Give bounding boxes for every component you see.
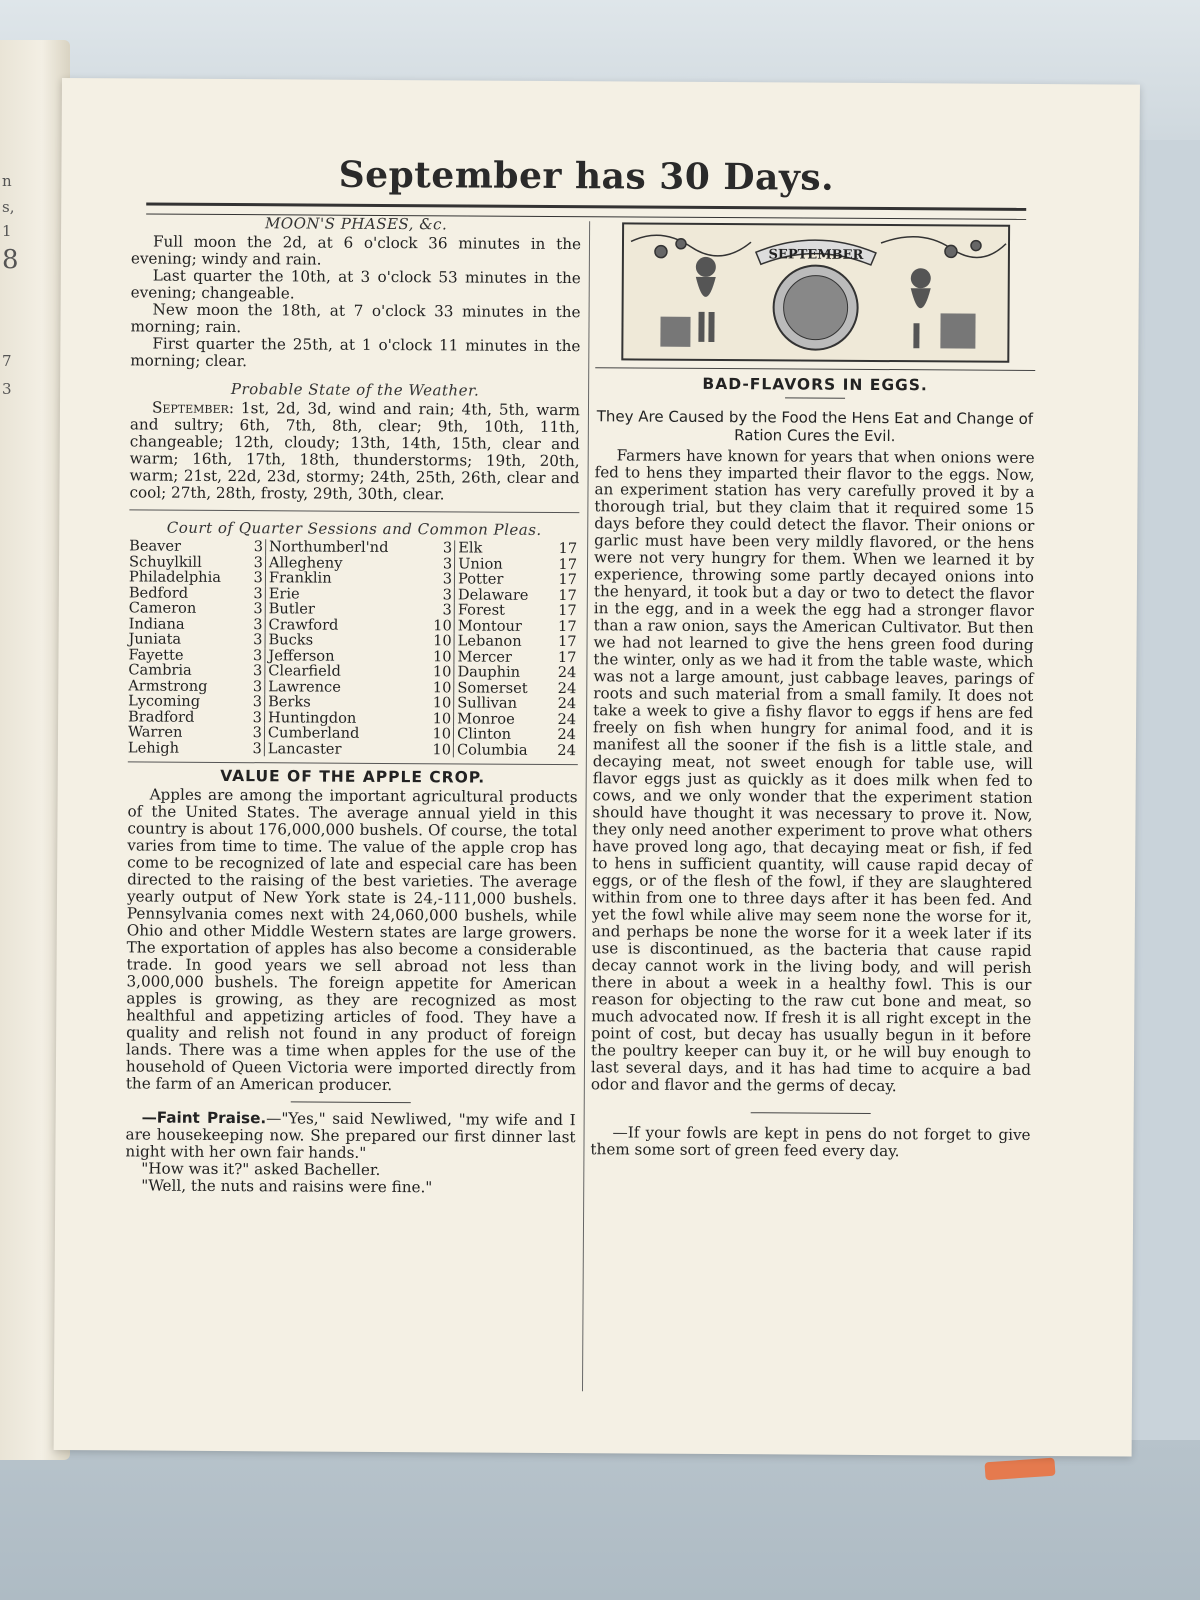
- article-separator: [751, 1112, 871, 1114]
- article-separator: [291, 1101, 411, 1103]
- court-day: 3: [252, 662, 263, 680]
- county-name: Dauphin: [454, 664, 551, 680]
- court-day: 3: [252, 739, 262, 757]
- moon-phase-entry: Full moon the 2d, at 6 o'clock 36 minutes in the evening; windy and rain.: [130, 232, 582, 269]
- county-name: Warren: [127, 723, 183, 741]
- county-name: Clearfield: [265, 663, 427, 679]
- section-rule: [129, 509, 579, 513]
- court-day: 17: [558, 586, 577, 604]
- joke-lead: —Faint Praise.: [141, 1108, 267, 1128]
- court-day: 3: [252, 724, 262, 742]
- county-name: Erie: [265, 586, 427, 602]
- left-page-fragment: s,: [2, 198, 15, 216]
- court-day: 3: [442, 601, 452, 619]
- page-title: September has 30 Days.: [338, 153, 835, 199]
- fruit: [655, 246, 667, 258]
- court-day: 10: [433, 632, 452, 650]
- court-day: 3: [253, 615, 263, 633]
- right-column: [590, 221, 1036, 1161]
- joke-line: —"Yes," said Newliwed, "my wife and I are housekeeping now. She prepared our first dinner last night with her own fair hands.": [125, 1109, 576, 1162]
- county-name: Monroe: [454, 711, 551, 727]
- weather-lead: September:: [151, 398, 235, 418]
- court-day: 10: [432, 663, 452, 681]
- weather-text: 1st, 2d, 3d, wind and rain; 4th, 5th, warm and sultry; 6th, 7th, 8th, clear; 9th, 10th, 11th, changeable; 12th, cloudy; 13th, 14th, 15th, clear and warm; 16th, 17th, 18th, thunderstorms; 19th, 20th, warm; 21st, 22d, 23d, stormy; 24th, 25th, 26th, clear and cool; 27th, 28th, frosty, 29th, 30th, clear.: [129, 399, 581, 504]
- county-name: Juniata: [128, 630, 182, 648]
- court-day: 17: [558, 571, 577, 589]
- court-day: 3: [252, 708, 263, 726]
- county-name: Lancaster: [264, 741, 426, 757]
- county-name: Schuylkill: [128, 552, 202, 571]
- court-day: 10: [432, 678, 452, 696]
- court-day: 10: [433, 616, 452, 634]
- court-day: 3: [253, 569, 263, 587]
- joke-line: "Well, the nuts and raisins were fine.": [141, 1176, 433, 1197]
- county-name: Somerset: [454, 680, 551, 696]
- court-day: 17: [557, 633, 577, 651]
- county-name: Allegheny: [265, 555, 427, 571]
- apple-crop-article: Apples are among the important agricultural products of the United States. The average annual yield in this country is about 176,000,000 bushels. Of course, the total varies from time to time. The value of the apple crop has come to be recognized of late and especial care has been directed to the raising of the best varieties. The average yearly output of New York state is 24,-111,000 bushels. Pennsylvania comes next with 24,060,000 bushels, while Ohio and other Middle Western states are large growers. The exportation of apples has also become a considerable trade. In good years we sell abroad not less than 3,000,000 bushels. The foreign appetite for American apples is growing, as they are recognized as most healthful and appetizing articles of food. They have a quality and relish not found in any product of foreign lands. There was a time when apples for the use of the household of Queen Victoria were imported directly from the farm of an American producer.: [125, 785, 578, 1095]
- county-name: Berks: [265, 694, 427, 710]
- joke-line: "How was it?" asked Bacheller.: [141, 1159, 381, 1179]
- county-name: Lehigh: [127, 738, 180, 757]
- county-name: Delaware: [454, 587, 551, 603]
- weather-heading: Probable State of the Weather.: [230, 380, 480, 400]
- county-name: Mercer: [454, 649, 551, 665]
- county-name: Bradford: [128, 707, 195, 726]
- left-column: [125, 213, 581, 1197]
- court-day: 3: [252, 677, 263, 695]
- court-day: 3: [442, 539, 453, 557]
- court-day: 10: [432, 740, 452, 758]
- county-name: Bucks: [265, 632, 427, 648]
- moon-phases-heading: MOON'S PHASES, &c.: [264, 214, 448, 234]
- eggs-article: Farmers have known for years that when onions were fed to hens they imparted their flavor to the eggs. Now, an experiment station has very carefully proved it by a thorough trial, but they claim that it required some 15 days before they could detect the flavor. Their onions or garlic must have been very mildly flavored, or the hens were not very hungry for them. When we learned it by experience, throwing some partly decayed onions into the henyard, it took but a day or two to detect the flavor in the egg, and in a week the egg had a stronger flavor than a raw onion, says the American Cultivator. But then we had not learned to give the hens green food during the winter, only as we had it from the table waste, which was not a large amount, just cabbage leaves, parings of roots and such material from a small family. It does not take a week to give a fishy flavor to eggs if hens are fed freely on fish when hungry for animal food, and it is manifest all the sooner if the fish is a little stale, and decaying meat, not sweet enough for table use, will flavor eggs just as quickly as it does milk when fed to cows, and we only wonder that the experiment station should have thought it was necessary to prove it. Now, they only need another experiment to prove what others have proved long ago, that decaying meat or fish, if fed to hens in sufficient quantity, will cause rapid decay of eggs, or of the flesh of the fowl, if they are slaughtered within from one to three days after it has been fed. And yet the fowl while alive may seem none the worse for it, and perhaps be none the worse for it a week later if its use is discontinued, as the bacteria that cause rapid decay cannot work in the living body, and will perish there in about a week in a healthy fowl. This is our reason for objecting to the raw cut bone and meat, so much advocated now. If fresh it is all right except in the point of cost, but decay has usually begun in it before the poultry keeper can buy it, or he will buy enough to last several days, and it has had time to acquire a bad odor and flavor and the germs of decay.: [590, 446, 1035, 1096]
- court-day: 17: [558, 617, 577, 635]
- barrel-left: [660, 317, 690, 347]
- county-name: Sullivan: [454, 695, 551, 711]
- almanac-page: [54, 78, 1140, 1457]
- section-rule: [595, 367, 1035, 371]
- apple-crop-heading: VALUE OF THE APPLE CROP.: [220, 766, 486, 787]
- court-day: 3: [253, 553, 264, 571]
- left-page-fragment: 3: [2, 380, 12, 398]
- court-day: 3: [442, 585, 453, 603]
- court-day: 3: [253, 646, 263, 664]
- left-page-fragment: 1: [2, 222, 12, 240]
- fruit: [676, 239, 686, 249]
- eggs-subheading: They Are Caused by the Food the Hens Eat and Change of Ration Cures the Evil.: [596, 407, 1034, 446]
- court-day: 24: [557, 664, 577, 682]
- court-day: 10: [432, 647, 452, 665]
- county-name: Cumberland: [264, 725, 426, 741]
- county-name: Elk: [455, 540, 552, 556]
- court-day: 3: [253, 584, 263, 602]
- page-header: [146, 153, 1026, 200]
- section-rule: [128, 761, 578, 765]
- court-heading: Court of Quarter Sessions and Common Pleas.: [166, 518, 542, 539]
- county-name: Indiana: [128, 614, 185, 633]
- county-name: Potter: [455, 571, 552, 587]
- faint-praise-joke: [125, 1109, 575, 1163]
- court-day: 24: [557, 695, 577, 713]
- county-name: Huntingdon: [264, 710, 426, 726]
- county-name: Beaver: [129, 537, 182, 555]
- fruit: [945, 245, 957, 257]
- fruit: [971, 241, 981, 251]
- county-name: Fayette: [128, 645, 184, 664]
- county-name: Montour: [454, 618, 551, 634]
- eggs-heading: BAD-FLAVORS IN EGGS.: [702, 374, 928, 395]
- county-name: Forest: [454, 602, 551, 618]
- september-illustration: [620, 221, 1011, 363]
- left-page-fragment: n: [2, 172, 12, 190]
- court-day: 24: [557, 741, 576, 759]
- county-name: Bedford: [128, 583, 189, 602]
- county-name: Clinton: [454, 726, 551, 742]
- moon-phase-entry: Last quarter the 10th, at 3 o'clock 53 minutes in the evening; changeable.: [130, 266, 581, 303]
- county-name: Armstrong: [128, 676, 208, 695]
- moon-phase-entry: New moon the 18th, at 7 o'clock 33 minutes in the morning; rain.: [130, 300, 581, 337]
- county-name: Columbia: [453, 742, 550, 758]
- court-day: 24: [557, 710, 577, 728]
- court-day: 24: [557, 726, 577, 744]
- left-page-fragment: 7: [2, 352, 12, 370]
- court-day: 10: [432, 694, 452, 712]
- county-name: Butler: [265, 601, 427, 617]
- county-name: Crawford: [265, 617, 427, 633]
- county-name: Franklin: [265, 570, 427, 586]
- county-name: Cambria: [128, 661, 192, 679]
- court-row: [128, 740, 578, 758]
- fowl-tip: —If your fowls are kept in pens do not forget to give them some sort of green feed every day.: [590, 1123, 1031, 1161]
- court-day: 3: [253, 538, 264, 556]
- court-day: 10: [432, 725, 452, 743]
- county-name: Union: [455, 556, 552, 572]
- court-day: 3: [442, 554, 453, 572]
- court-day: 17: [558, 555, 578, 573]
- column-divider: [582, 221, 590, 1391]
- county-name: Cameron: [128, 599, 197, 617]
- county-name: Lycoming: [128, 692, 201, 710]
- left-page-fragment: 8: [2, 245, 19, 275]
- court-day: 3: [253, 600, 263, 618]
- court-day: 3: [253, 631, 263, 649]
- court-day: 17: [558, 602, 577, 620]
- court-row: [129, 569, 579, 587]
- county-name: Northumberl'nd: [265, 539, 427, 555]
- county-name: Lawrence: [265, 679, 427, 695]
- banner-text: SEPTEMBER: [768, 247, 864, 263]
- county-name: Jefferson: [265, 648, 427, 664]
- medallion-inner: [783, 275, 847, 339]
- county-name: Lebanon: [454, 633, 551, 649]
- moon-phase-entry: First quarter the 25th, at 1 o'clock 11 minutes in the morning; clear.: [130, 334, 581, 371]
- heading-separator: [785, 397, 845, 398]
- court-day: 17: [558, 540, 578, 558]
- court-day: 3: [252, 693, 263, 711]
- court-day: 24: [557, 679, 577, 697]
- weather-forecast: [129, 399, 580, 504]
- court-day: 17: [557, 648, 577, 666]
- barrel-right: [940, 313, 975, 348]
- court-day: 3: [442, 570, 453, 588]
- court-table: [128, 538, 579, 758]
- court-day: 10: [432, 709, 452, 727]
- county-name: Philadelphia: [128, 568, 222, 586]
